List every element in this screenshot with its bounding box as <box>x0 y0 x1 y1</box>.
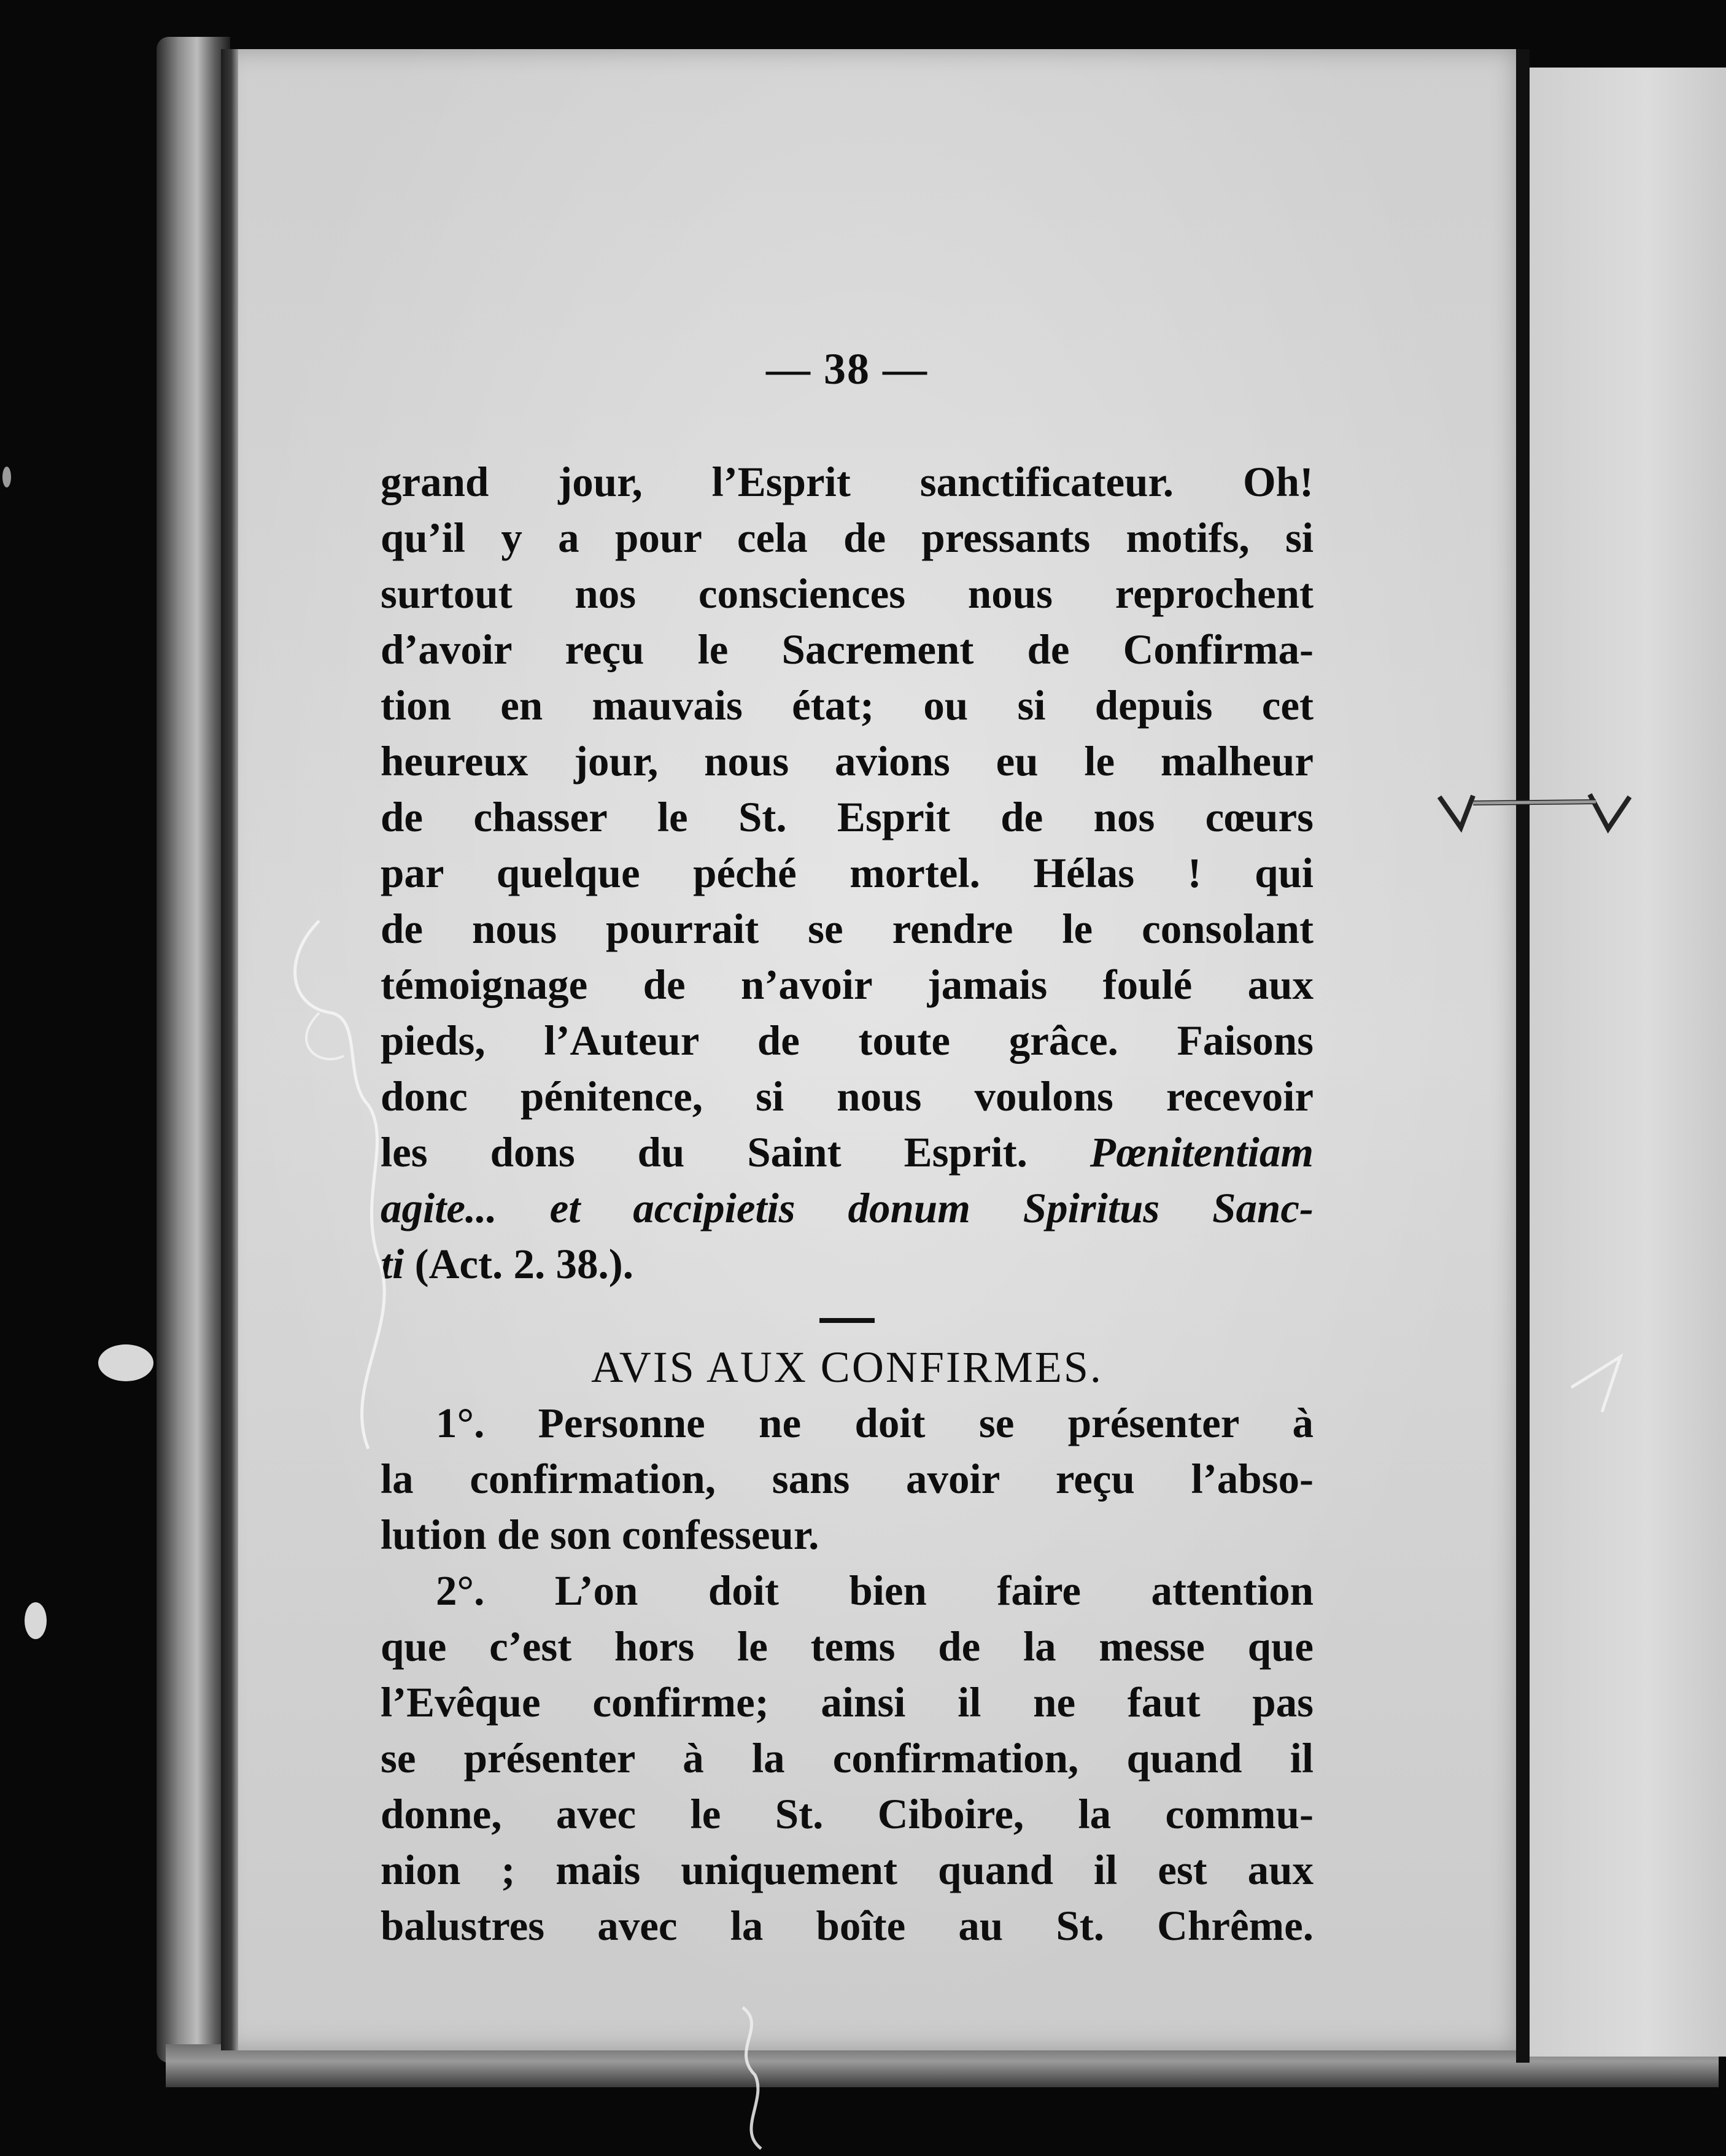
page-left-border <box>221 49 238 2050</box>
list-item-line: donne, avec le St. Ciboire, la commu- <box>381 1791 1314 1837</box>
list-item-line: balustres avec la boîte au St. Chrême. <box>381 1902 1314 1949</box>
body-text <box>381 454 1314 1954</box>
binding-thread <box>1436 785 1639 834</box>
list-item-line: la confirmation, sans avoir reçu l’abso- <box>381 1456 1314 1502</box>
book-cover-edge <box>157 37 230 2063</box>
list-item-line: l’Evêque confirme; ainsi il ne faut pas <box>381 1679 1314 1726</box>
list-item-line: se présenter à la confirmation, quand il <box>381 1735 1314 1782</box>
latin-quote: ti <box>381 1241 404 1287</box>
text-line: d’avoir reçu le Sacrement de Confirma- <box>381 626 1314 673</box>
text-line: de chasser le St. Esprit de nos cœurs <box>381 794 1314 840</box>
text-line: surtout nos consciences nous reprochent <box>381 570 1314 617</box>
scripture-reference: (Act. 2. 38.). <box>404 1241 633 1287</box>
list-item-line: lution de son confesseur. <box>381 1511 819 1558</box>
list-item-line: 1°. Personne ne doit se présenter à <box>436 1400 1314 1446</box>
text-line <box>381 1125 1314 1181</box>
text-line <box>381 1236 1314 1292</box>
film-speck <box>25 1602 47 1639</box>
latin-quote-line: agite... et accipietis donum Spiritus Sanc- <box>381 1185 1314 1231</box>
film-speck <box>2 467 11 487</box>
text-roman: les dons du Saint Esprit. <box>381 1129 1090 1176</box>
latin-quote: Pœnitentiam <box>1089 1129 1314 1176</box>
adjacent-page <box>1530 68 1726 2057</box>
film-speck <box>98 1344 153 1381</box>
text-line: par quelque péché mortel. Hélas ! qui <box>381 850 1314 896</box>
list-item-line: que c’est hors le tems de la messe que <box>381 1623 1314 1670</box>
page-number: — 38 — <box>766 344 928 394</box>
text-line: heureux jour, nous avions eu le malheur <box>381 738 1314 785</box>
text-line: témoignage de n’avoir jamais foulé aux <box>381 961 1314 1008</box>
text-line: pieds, l’Auteur de toute grâce. Faisons <box>381 1017 1314 1064</box>
text-line: grand jour, l’Esprit sanctificateur. Oh! <box>381 459 1314 505</box>
book-cover-bottom <box>166 2044 1719 2087</box>
text-line: qu’il y a pour cela de pressants motifs, si <box>381 514 1314 561</box>
text-line: de nous pourrait se rendre le consolant <box>381 905 1314 952</box>
page-gutter <box>1516 49 1530 2063</box>
text-line: donc pénitence, si nous voulons recevoir <box>381 1073 1314 1120</box>
section-heading: AVIS AUX CONFIRMES. <box>591 1343 1103 1392</box>
list-item-line: 2°. L’on doit bien faire attention <box>436 1567 1314 1614</box>
list-item-line: nion ; mais uniquement quand il est aux <box>381 1847 1314 1893</box>
section-divider <box>819 1318 875 1323</box>
text-line: tion en mauvais état; ou si depuis cet <box>381 682 1314 729</box>
